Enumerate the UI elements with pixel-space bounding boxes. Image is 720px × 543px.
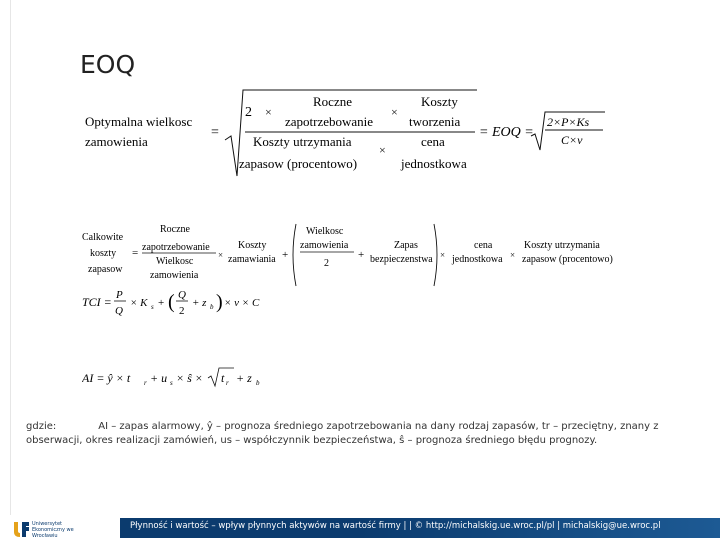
- f2-wielkosc2: Wielkosc: [306, 226, 344, 237]
- f2-zapotrzebowanie: zapotrzebowanie: [142, 242, 210, 253]
- f1-lhs-line2: zamowienia: [85, 134, 148, 149]
- f1-zapotrzebowanie: zapotrzebowanie: [285, 114, 374, 129]
- svg-text:× K: × K: [130, 297, 148, 309]
- f2-zapasow: zapasow: [88, 264, 123, 275]
- description: [26, 420, 706, 448]
- f2-jednostkowa: jednostkowa: [452, 254, 503, 265]
- f1-roczne: Roczne: [313, 94, 352, 109]
- logo-text: Uniwersytet Ekonomiczny we Wrocławiu: [32, 521, 74, 539]
- svg-text:TCI =: TCI =: [82, 295, 112, 309]
- f2-cena: cena: [474, 240, 493, 251]
- f1-numerator: 2×P×Ks: [547, 115, 590, 129]
- f1-tworzenia: tworzenia: [409, 114, 461, 129]
- f2-times-2: ×: [440, 250, 446, 260]
- svg-text:+ z: + z: [192, 297, 207, 309]
- f1-equals: =: [211, 125, 219, 140]
- f2-koszty: koszty: [90, 248, 117, 259]
- f2-equals: =: [132, 247, 139, 259]
- svg-text:× ŝ ×: × ŝ ×: [176, 371, 203, 385]
- svg-text:b: b: [256, 379, 260, 387]
- eoq-formula: [85, 88, 615, 180]
- f1-lhs-line1: Optymalna wielkosc: [85, 114, 193, 129]
- svg-text:+: +: [158, 297, 165, 309]
- svg-text:r: r: [226, 379, 229, 387]
- tci-formula: [82, 286, 342, 320]
- f2-zamowienia2: zamowienia: [300, 240, 349, 251]
- f2-two: 2: [324, 258, 329, 269]
- desc-line1: AI – zapas alarmowy, ŷ – prognoza średniego zapotrzebowania na dany rodzaj zapasów, tr – przeciętny, znany z: [98, 421, 659, 432]
- f2-plus-2: +: [358, 249, 365, 261]
- svg-text:+ z: + z: [236, 371, 252, 385]
- f2-times-3: ×: [510, 250, 516, 260]
- slide-title: EOQ: [80, 50, 136, 79]
- svg-text:× v × C: × v × C: [224, 297, 260, 309]
- svg-text:s: s: [151, 303, 154, 311]
- f2-koszty-zam: Koszty: [238, 240, 267, 251]
- svg-text:r: r: [144, 379, 147, 387]
- logo-icon: [12, 520, 30, 538]
- f1-times-1: ×: [265, 105, 272, 119]
- f1-jednostkowa: jednostkowa: [401, 156, 467, 171]
- svg-text:Q: Q: [178, 289, 186, 301]
- svg-text:AI = ŷ × t: AI = ŷ × t: [82, 371, 131, 385]
- f2-zapasow-procentowo: zapasow (procentowo): [522, 254, 613, 265]
- f1-zapasow-procentowo: zapasow (procentowo): [239, 156, 358, 171]
- f3-text: TCI = P/Q × Ks + (Q/2 + zb) × v × C: [82, 286, 97, 287]
- f2-times-1: ×: [218, 250, 224, 260]
- f1-times-3: ×: [379, 143, 386, 157]
- svg-text:s: s: [170, 379, 173, 387]
- desc-line2: obserwacji, okres realizacji zamówień, us – współczynnik bezpieczeństwa, ŝ – prognoza średniego błędu prognozy.: [26, 435, 598, 446]
- svg-text:): ): [216, 291, 223, 313]
- university-logo: [12, 520, 112, 538]
- f2-roczne: Roczne: [160, 224, 190, 235]
- ai-formula: [82, 364, 342, 394]
- svg-text:+ u: + u: [150, 371, 168, 385]
- f2-bezpieczenstwa: bezpieczenstwa: [370, 254, 433, 265]
- f2-calkowite: Calkowite: [82, 232, 124, 243]
- footer-text: Płynność i wartość – wpływ płynnych aktywów na wartość firmy | | © http://michalskig.ue.wroc.pl/pl | michalskig@ue.wroc.pl: [130, 521, 661, 531]
- f1-cena: cena: [421, 134, 445, 149]
- f1-times-2: ×: [391, 105, 398, 119]
- svg-text:b: b: [210, 303, 214, 311]
- f1-koszty-utrzymania: Koszty utrzymania: [253, 134, 352, 149]
- svg-text:Q: Q: [115, 305, 123, 317]
- svg-text:t: t: [221, 371, 225, 385]
- footer: [0, 516, 720, 540]
- svg-text:2: 2: [179, 305, 185, 317]
- f1-koszty: Koszty: [421, 94, 458, 109]
- f4-text: AI = ŷ × tr + us × ŝ × √tr + zb: [82, 364, 94, 365]
- total-cost-formula: [82, 222, 642, 288]
- f2-koszty-utrzymania: Koszty utrzymania: [524, 240, 600, 251]
- f2-zamowienia: zamowienia: [150, 270, 199, 281]
- desc-prefix: gdzie:: [26, 421, 57, 432]
- f2-zapas: Zapas: [394, 240, 418, 251]
- svg-text:P: P: [116, 289, 123, 301]
- f2-wielkosc: Wielkosc: [156, 256, 194, 267]
- f2-plus-1: +: [282, 249, 289, 261]
- f1-denominator: C×v: [561, 133, 583, 147]
- f2-zamawiania: zamawiania: [228, 254, 276, 265]
- left-margin-rule: [10, 0, 11, 515]
- f1-eoq-label: = EOQ =: [479, 125, 534, 140]
- svg-text:(: (: [168, 291, 175, 313]
- f1-two: 2: [245, 105, 252, 120]
